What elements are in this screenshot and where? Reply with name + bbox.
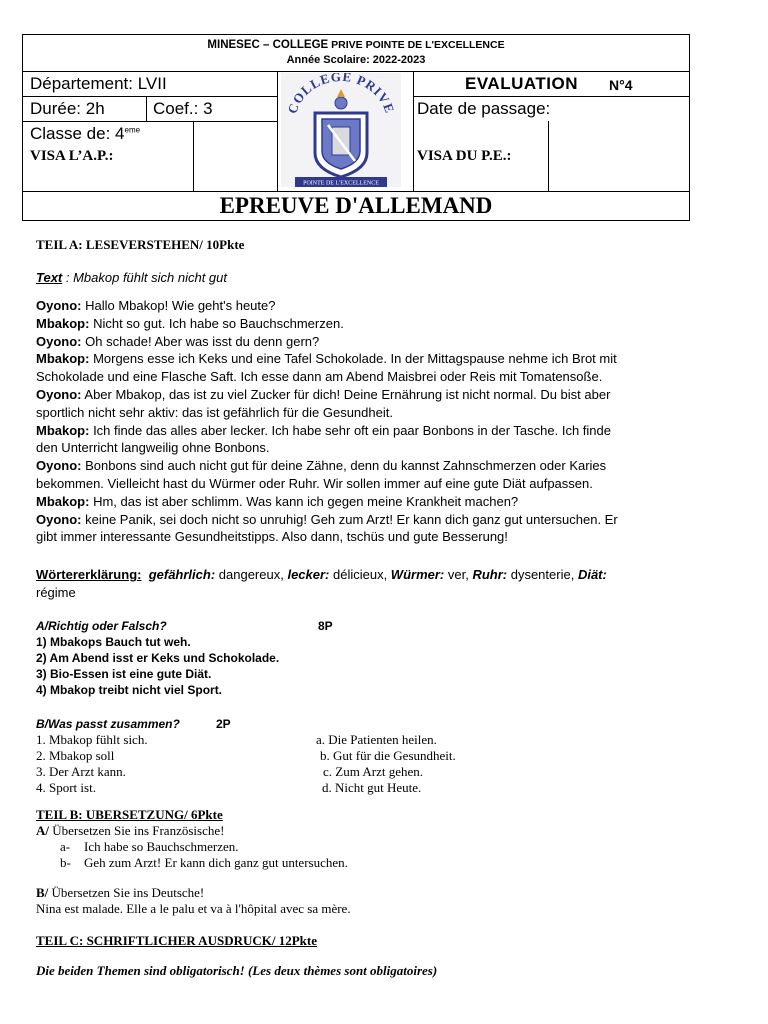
translation-item-mark: b- [60, 855, 71, 870]
speaker-name: Mbakop: [36, 351, 90, 367]
speaker-name: Mbakop: [36, 315, 90, 331]
dialogue-line [36, 422, 611, 440]
header-table [22, 34, 690, 221]
dialogue-text: bekommen. Vielleicht hast du Würmer oder Ruhr. Wir sollen immer auf eine gute Diät aufpassen. [36, 476, 593, 491]
translation-item-text: Geh zum Arzt! Er kann dich ganz gut untersuchen. [84, 855, 348, 870]
exercise-b-points: 2P [216, 717, 231, 731]
exercise-a-item: 1) Mbakops Bauch tut weh. [36, 635, 191, 649]
exercise-a-title: A/Richtig oder Falsch? [36, 619, 167, 633]
dialogue-line [36, 333, 319, 351]
dialogue-line [36, 457, 606, 475]
dialogue-line [36, 386, 610, 404]
dialogue-line [36, 439, 269, 457]
dialogue-line [36, 404, 393, 422]
dialogue-text: Morgens esse ich Keks und eine Tafel Schokolade. In der Mittagspause nehme ich Brot mit [89, 351, 617, 367]
page-title: EPREUVE D'ALLEMAND [219, 193, 493, 218]
glossary-continued: régime [36, 585, 76, 600]
speaker-name: Mbakop: [36, 422, 90, 438]
exercise-b-title: B/Was passt zusammen? [36, 717, 180, 731]
glossary-translation: ver, [444, 567, 473, 582]
class-label: Classe de: 4eme [30, 124, 141, 143]
dialogue-text: Bonbons sind auch nicht gut für deine Zähne, denn du kannst Zahnschmerzen oder Karies [81, 458, 607, 474]
teil-c-note: Die beiden Themen sind obligatorisch! (Les deux thèmes sont obligatoires) [36, 963, 438, 978]
speaker-name: Oyono: [36, 387, 82, 402]
exercise-a-item: 2) Am Abend isst er Keks und Schokolade. [36, 651, 280, 665]
dialogue-text: Hallo Mbakop! Wie geht's heute? [81, 298, 276, 313]
teil-b-a-instruction: A/ Übersetzen Sie ins Französische! [36, 823, 225, 838]
match-left-item: 2. Mbakop soll [36, 748, 115, 763]
match-left-item: 1. Mbakop fühlt sich. [36, 732, 148, 747]
dialogue-text: Oh schade! Aber was isst du denn gern? [81, 333, 320, 349]
dialogue-line [36, 368, 602, 386]
teil-c-heading: TEIL C: SCHRIFTLICHER AUSDRUCK/ 12Pkte [36, 933, 317, 948]
date-label: Date de passage: [417, 99, 551, 118]
glossary-term: Ruhr: [472, 567, 508, 582]
dialogue-text: Hm, das ist aber schlimm. Was kann ich gegen meine Krankheit machen? [89, 493, 519, 509]
glossary-translation: dangereux, [215, 567, 288, 582]
dialogue-text: keine Panik, sei doch nicht so unruhig! Geh zum Arzt! Er kann dich ganz gut untersuchen. Er [81, 511, 618, 527]
match-right-item: a. Die Patienten heilen. [316, 732, 437, 747]
dialogue-text: den Unterricht langweilig ohne Bonbons. [36, 440, 270, 456]
dialogue-text: sportlich nicht sehr aktiv: das ist gefährlich für die Gesundheit. [36, 404, 393, 420]
match-right-item: c. Zum Arzt gehen. [323, 764, 423, 779]
glossary-term: Diät: [577, 567, 607, 582]
translation-item-mark: a- [60, 839, 71, 854]
dialogue-text: gibt immer interessante Gesundheitstipps. Also dann, tschüs und gute Besserung! [36, 529, 508, 545]
match-left-item: 3. Der Arzt kann. [36, 764, 126, 779]
translation-item-text: Ich habe so Bauchschmerzen. [84, 839, 239, 854]
logo-arc-text: COLLEGE PRIVE [284, 73, 398, 116]
evaluation-number: N°4 [609, 77, 633, 93]
dialogue-text: Aber Mbakop, das ist zu viel Zucker für dich! Deine Ernährung ist nicht normal. Du bist aber [81, 387, 611, 402]
glossary-term: Würmer: [390, 567, 445, 582]
exercise-a-item: 3) Bio-Essen ist eine gute Diät. [36, 667, 212, 681]
glossary-line: Wörtererklärung: gefährlich: dangereux, lecker: délicieux, Würmer: ver, Ruhr: dysenterie, Diät: [36, 567, 607, 582]
visa-ap-label: VISA L’A.P.: [30, 148, 114, 164]
dialogue-line [36, 350, 617, 368]
speaker-name: Oyono: [36, 511, 82, 527]
glossary-term: gefährlich: [148, 567, 216, 582]
teil-b-sentence: Nina est malade. Elle a le palu et va à l'hôpital avec sa mère. [36, 901, 351, 916]
logo-banner-text: POINTE DE L'EXCELLENCE [303, 180, 379, 187]
school-year: Année Scolaire: 2022-2023 [286, 54, 426, 66]
teil-a-heading: TEIL A: LESEVERSTEHEN/ 10Pkte [36, 237, 245, 252]
evaluation-label: EVALUATION [465, 74, 578, 93]
dialogue-line [36, 475, 593, 493]
match-right-item: d. Nicht gut Heute. [322, 780, 422, 795]
text-title: Text : Mbakop fühlt sich nicht gut [36, 270, 228, 285]
visa-pe-label: VISA DU P.E.: [417, 148, 512, 164]
glossary-translation: dysenterie, [507, 567, 578, 582]
speaker-name: Oyono: [36, 458, 82, 474]
teil-b-b-instruction: B/ Übersetzen Sie ins Deutsche! [36, 885, 205, 900]
dialogue-text: Ich finde das alles aber lecker. Ich habe sehr oft ein paar Bonbons in der Tasche. Ich finde [89, 422, 611, 438]
dialogue-line [36, 528, 508, 546]
speaker-name: Oyono: [36, 333, 82, 349]
ministry-line: MINESEC – COLLEGE PRIVE POINTE DE L'EXCELLENCE [207, 39, 505, 51]
department-label: Département: LVII [30, 74, 167, 93]
dialogue-line [36, 493, 518, 511]
speaker-name: Mbakop: [36, 493, 90, 509]
dialogue-text: Schokolade und eine Flasche Saft. Ich esse dann am Abend Maisbrei oder Reis mit Tomatensoße. [36, 369, 603, 385]
dialogue-line [36, 315, 344, 333]
speaker-name: Oyono: [36, 298, 82, 313]
match-right-item: b. Gut für die Gesundheit. [320, 748, 456, 763]
teil-b-heading: TEIL B: UBERSETZUNG/ 6Pkte [36, 807, 223, 822]
duration-label: Durée: 2h [30, 99, 105, 118]
glossary-translation: délicieux, [329, 567, 391, 582]
dialogue-line [36, 511, 618, 529]
exercise-a-item: 4) Mbakop treibt nicht viel Sport. [36, 683, 223, 697]
coef-label: Coef.: 3 [153, 99, 213, 118]
match-left-item: 4. Sport ist. [36, 780, 96, 795]
school-logo [281, 73, 401, 187]
dialogue-line [36, 297, 275, 315]
dialogue-text: Nicht so gut. Ich habe so Bauchschmerzen. [89, 315, 344, 331]
exercise-a-points: 8P [318, 619, 333, 633]
glossary-term: lecker: [287, 567, 330, 582]
